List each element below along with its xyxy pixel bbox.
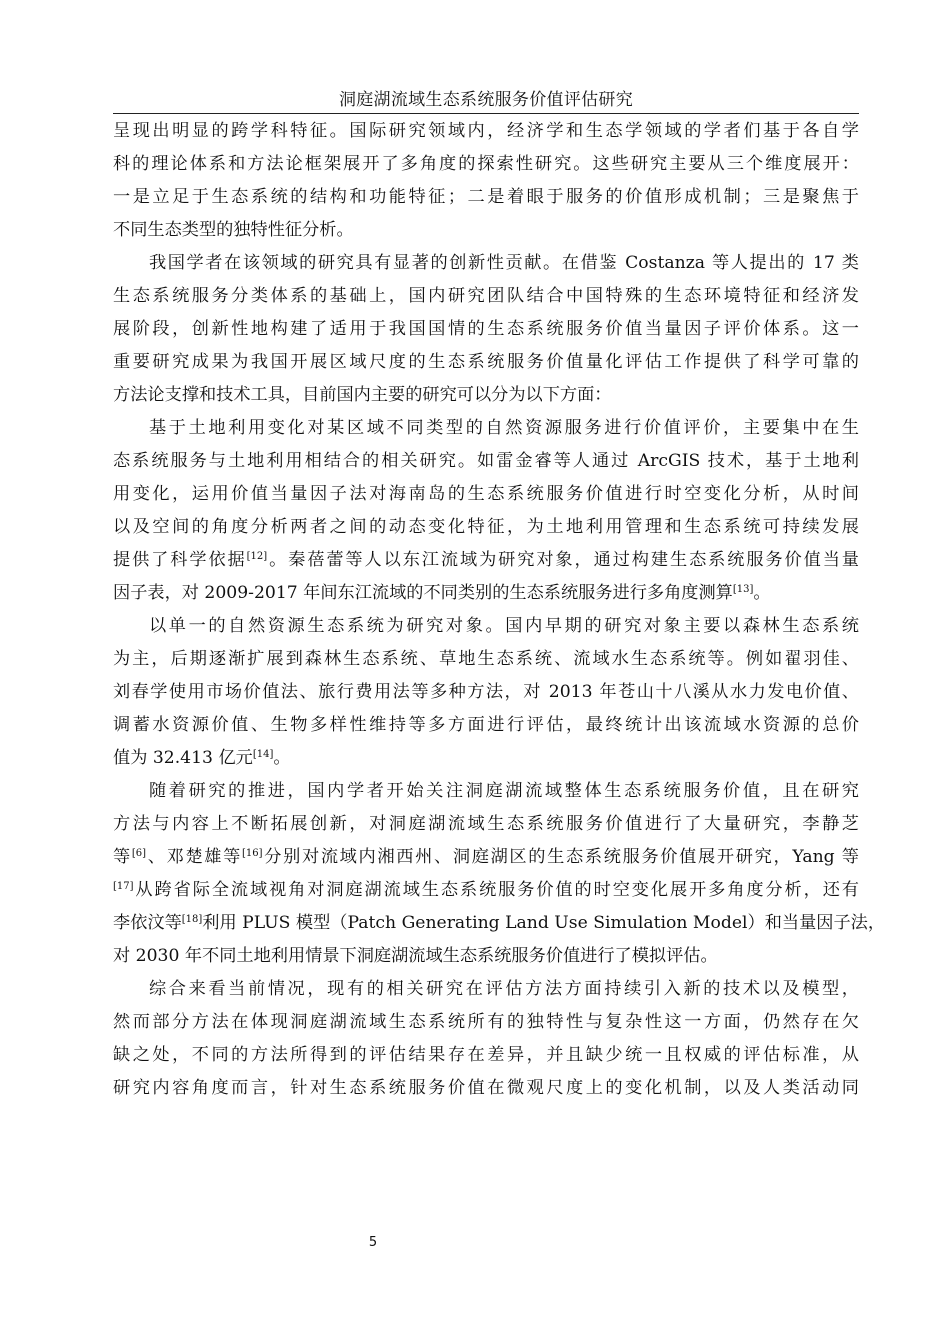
text-line: 刘春学使用市场价值法、旅行费用法等多种方法，对 2013 年苍山十八溪从水力发电价值、 bbox=[113, 682, 859, 702]
citation-reference: [18] bbox=[181, 914, 203, 925]
paragraph-first-line: 基于土地利用变化对某区域不同类型的自然资源服务进行价值评价，主要集中在生 bbox=[149, 418, 859, 438]
citation-reference: [12] bbox=[246, 551, 268, 562]
text-segment: 。秦蓓蕾等人以东江流域为研究对象，通过构建生态系统服务价值当量 bbox=[267, 550, 859, 570]
text-line: 缺之处，不同的方法所得到的评估结果存在差异，并且缺少统一且权威的评估标准，从 bbox=[113, 1045, 859, 1065]
citation-reference: [16] bbox=[242, 848, 263, 859]
text-segment: 提供了科学依据 bbox=[113, 550, 247, 570]
text-segment: 值为 32.413 亿元 bbox=[113, 748, 253, 768]
text-line: 一是立足于生态系统的结构和功能特征；二是着眼于服务的价值形成机制；三是聚焦于 bbox=[113, 187, 859, 207]
text-line bbox=[113, 742, 859, 775]
paragraph-first-line: 随着研究的推进，国内学者开始关注洞庭湖流域整体生态系统服务价值，且在研究 bbox=[149, 781, 859, 801]
text-line: 呈现出明显的跨学科特征。国际研究领域内，经济学和生态学领域的学者们基于各自学 bbox=[113, 121, 859, 141]
text-segment: 、邓楚雄等 bbox=[146, 847, 243, 867]
running-header: 洞庭湖流域生态系统服务价值评估研究 bbox=[338, 90, 634, 110]
citation-reference: [17] bbox=[113, 881, 134, 892]
text-line bbox=[113, 577, 859, 610]
citation-reference: [6] bbox=[131, 848, 147, 859]
text-line: 对 2030 年不同土地利用情景下洞庭湖流域生态系统服务价值进行了模拟评估。 bbox=[113, 946, 718, 966]
text-line bbox=[113, 874, 859, 907]
text-line: 不同生态类型的独特性征分析。 bbox=[113, 220, 354, 240]
text-segment: 等 bbox=[113, 847, 132, 867]
text-segment: 因子表，对 2009-2017 年间东江流域的不同类别的生态系统服务进行多角度测算 bbox=[113, 583, 733, 603]
page-number: 5 bbox=[368, 1235, 378, 1250]
paragraph-first-line: 综合来看当前情况，现有的相关研究在评估方法方面持续引入新的技术以及模型， bbox=[149, 979, 859, 999]
paragraph-first-line: 我国学者在该领域的研究具有显著的创新性贡献。在借鉴 Costanza 等人提出的 17 类 bbox=[149, 253, 859, 273]
text-segment: 分别对流域内湘西州、洞庭湖区的生态系统服务价值展开研究，Yang 等 bbox=[262, 847, 859, 867]
body-text bbox=[113, 115, 886, 1105]
text-line: 生态系统服务分类体系的基础上，国内研究团队结合中国特殊的生态环境特征和经济发 bbox=[113, 286, 859, 306]
text-segment: 从跨省际全流域视角对洞庭湖流域生态系统服务价值的时空变化展开多角度分析，还有 bbox=[133, 880, 859, 900]
text-line: 为主，后期逐渐扩展到森林生态系统、草地生态系统、流域水生态系统等。例如翟羽佳、 bbox=[113, 649, 859, 669]
citation-reference: [14] bbox=[252, 749, 274, 760]
text-line: 展阶段，创新性地构建了适用于我国国情的生态系统服务价值当量因子评价体系。这一 bbox=[113, 319, 859, 339]
text-line: 方法论支撑和技术工具，目前国内主要的研究可以分为以下方面： bbox=[113, 385, 612, 405]
text-segment: 利用 PLUS 模型（Patch Generating Land Use Simulation Model）和当量因子法， bbox=[202, 913, 886, 933]
text-line bbox=[113, 841, 859, 874]
text-line: 研究内容角度而言，针对生态系统服务价值在微观尺度上的变化机制，以及人类活动同 bbox=[113, 1078, 859, 1098]
text-line: 调蓄水资源价值、生物多样性维持等多方面进行评估，最终统计出该流域水资源的总价 bbox=[113, 715, 859, 735]
text-line: 方法与内容上不断拓展创新，对洞庭湖流域生态系统服务价值进行了大量研究，李静芝 bbox=[113, 814, 859, 834]
text-line bbox=[113, 544, 859, 577]
header-divider bbox=[113, 113, 859, 114]
text-line: 以及空间的角度分析两者之间的动态变化特征，为土地利用管理和生态系统可持续发展 bbox=[113, 517, 859, 537]
text-segment: 李依汶等 bbox=[113, 913, 182, 933]
text-line bbox=[113, 907, 886, 940]
text-line: 然而部分方法在体现洞庭湖流域生态系统所有的独特性与复杂性这一方面，仍然存在欠 bbox=[113, 1012, 859, 1032]
text-line: 科的理论体系和方法论框架展开了多角度的探索性研究。这些研究主要从三个维度展开： bbox=[113, 154, 859, 174]
citation-reference: [13] bbox=[732, 584, 754, 595]
text-line: 重要研究成果为我国开展区域尺度的生态系统服务价值量化评估工作提供了科学可靠的 bbox=[113, 352, 859, 372]
text-segment: 。 bbox=[753, 583, 771, 603]
text-line: 态系统服务与土地利用相结合的相关研究。如雷金睿等人通过 ArcGIS 技术，基于土地利 bbox=[113, 451, 859, 471]
paragraph-first-line: 以单一的自然资源生态系统为研究对象。国内早期的研究对象主要以森林生态系统 bbox=[149, 616, 859, 636]
text-line: 用变化，运用价值当量因子法对海南岛的生态系统服务价值进行时空变化分析，从时间 bbox=[113, 484, 859, 504]
text-segment: 。 bbox=[273, 748, 291, 768]
